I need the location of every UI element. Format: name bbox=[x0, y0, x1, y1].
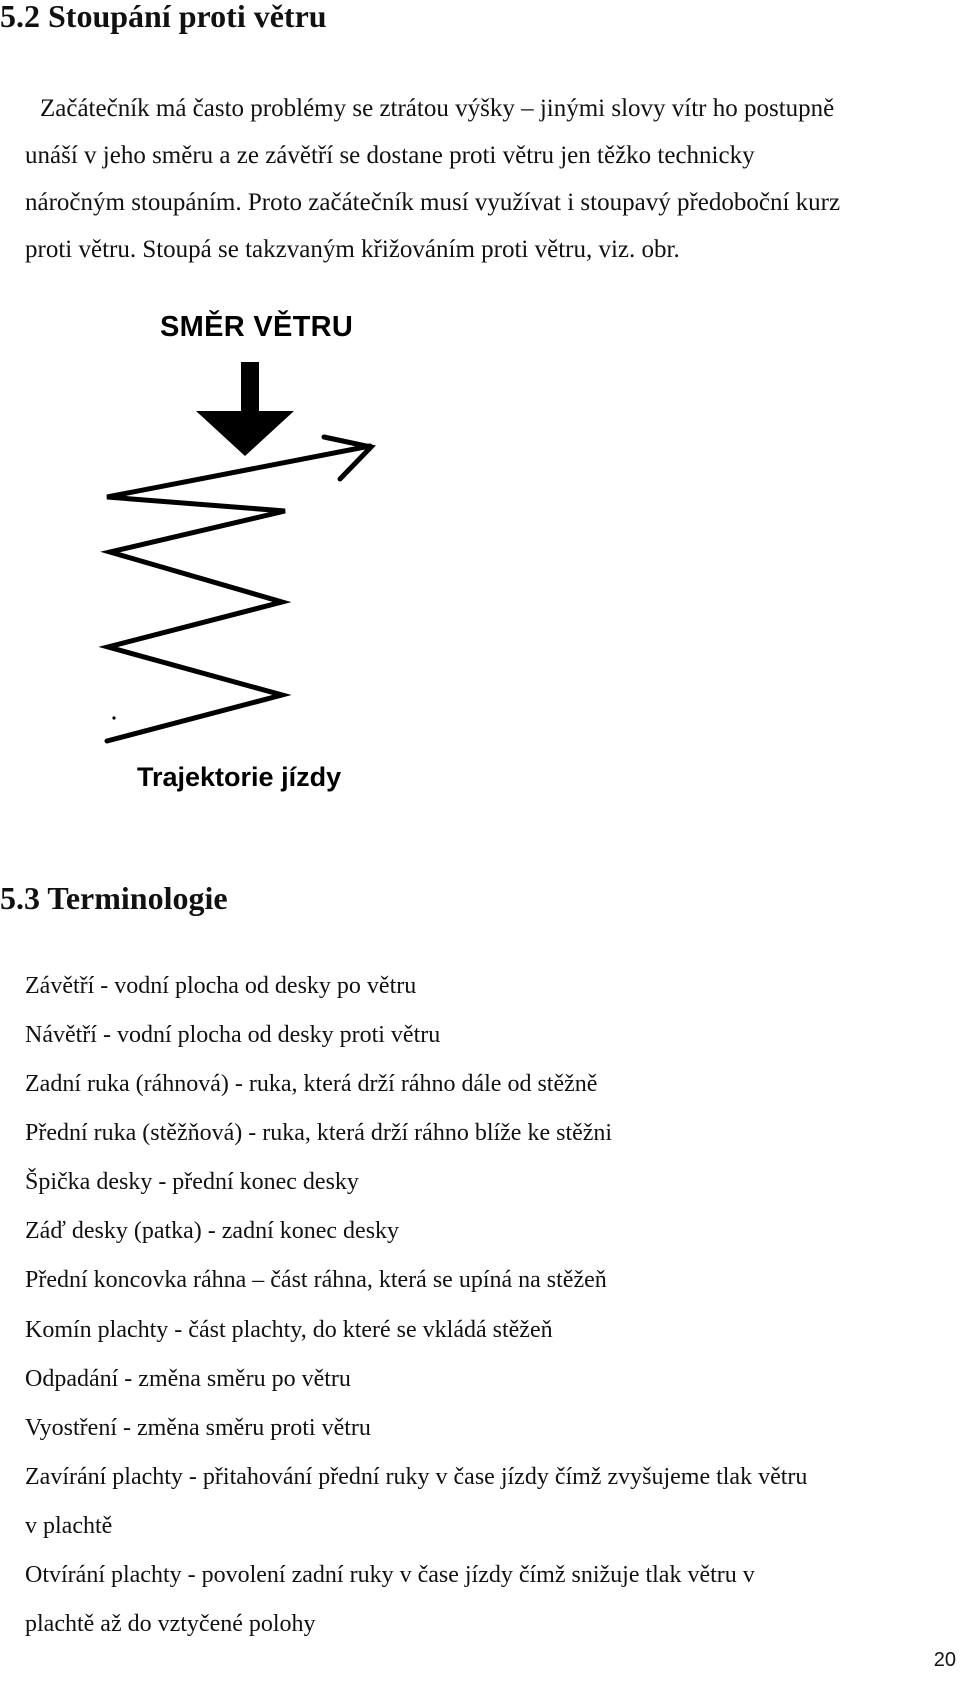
term-line: Odpadání - změna směru po větru bbox=[25, 1366, 351, 1392]
term-line: Závětří - vodní plocha od desky po větru bbox=[25, 973, 417, 999]
term-line: Špička desky - přední konec desky bbox=[25, 1169, 359, 1195]
page-number: 20 bbox=[933, 1649, 956, 1671]
term-line: Vyostření - změna směru proti větru bbox=[25, 1415, 371, 1441]
term-line: Komín plachty - část plachty, do které se vkládá stěžeň bbox=[25, 1317, 553, 1343]
section-heading-terminologie: 5.3 Terminologie bbox=[0, 880, 228, 916]
term-line: v plachtě bbox=[25, 1513, 113, 1539]
term-line: Záď desky (patka) - zadní konec desky bbox=[25, 1218, 400, 1244]
wind-direction-label: SMĚR VĚTRU bbox=[160, 311, 354, 343]
term-line: Přední koncovka ráhna – část ráhna, která se upíná na stěžeň bbox=[25, 1267, 607, 1293]
stray-dot bbox=[112, 716, 115, 719]
term-line: Zavírání plachty - přitahování přední ruky v čase jízdy čímž zvyšujeme tlak větru bbox=[25, 1464, 808, 1490]
wind-direction-arrow-icon bbox=[196, 362, 294, 456]
term-line: plachtě až do vztyčené polohy bbox=[25, 1611, 316, 1637]
term-line: Přední ruka (stěžňová) - ruka, která drží ráhno blíže ke stěžni bbox=[25, 1120, 613, 1146]
term-line: Návětří - vodní plocha od desky proti větru bbox=[25, 1022, 441, 1048]
zigzag-trajectory bbox=[107, 437, 371, 741]
trajectory-label: Trajektorie jízdy bbox=[137, 762, 342, 792]
term-line: Zadní ruka (ráhnová) - ruka, která drží ráhno dále od stěžně bbox=[25, 1071, 598, 1097]
section-heading-stoupani: 5.2 Stoupání proti větru bbox=[0, 0, 327, 34]
intro-line: proti větru. Stoupá se takzvaným křižováním proti větru, viz. obr. bbox=[25, 236, 680, 263]
intro-line: unáší v jeho směru a ze závětří se dostane proti větru jen těžko technicky bbox=[25, 142, 755, 169]
term-line: Otvírání plachty - povolení zadní ruky v čase jízdy čímž snižuje tlak větru v bbox=[25, 1562, 755, 1588]
intro-line: náročným stoupáním. Proto začátečník musí využívat i stoupavý předoboční kurz bbox=[25, 189, 841, 216]
intro-line: Začátečník má často problémy se ztrátou výšky – jinými slovy vítr ho postupně bbox=[40, 95, 835, 122]
